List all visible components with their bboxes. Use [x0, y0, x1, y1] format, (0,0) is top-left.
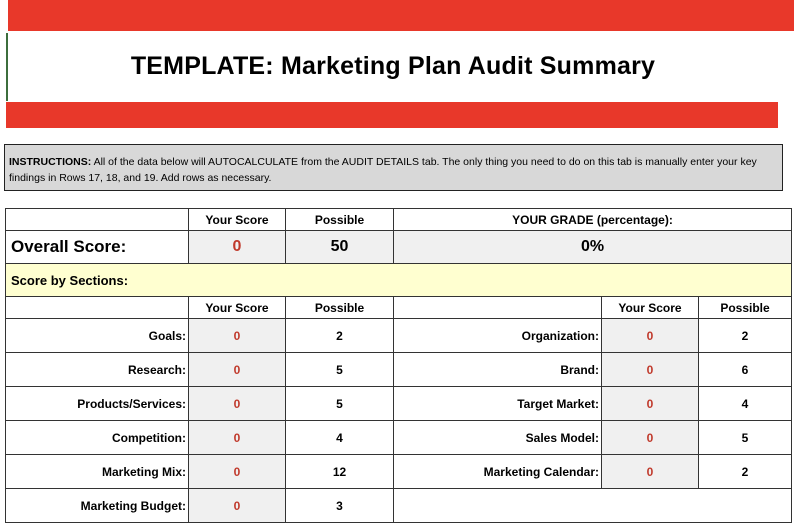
section-label-marketing-calendar[interactable]: Marketing Calendar:: [394, 455, 602, 489]
overall-score-row: [6, 231, 792, 264]
section-possible-products-services[interactable]: 5: [286, 387, 394, 421]
section-label-marketing-mix[interactable]: Marketing Mix:: [6, 455, 189, 489]
section-row: [6, 353, 792, 387]
overall-possible-value[interactable]: 50: [286, 231, 394, 264]
possible-header-right[interactable]: Possible: [699, 297, 792, 319]
section-score-products-services[interactable]: 0: [189, 387, 286, 421]
section-possible-marketing-budget[interactable]: 3: [286, 489, 394, 523]
overall-score-label[interactable]: Overall Score:: [6, 231, 189, 264]
section-row: [6, 319, 792, 353]
section-row: [6, 421, 792, 455]
section-label-research[interactable]: Research:: [6, 353, 189, 387]
section-possible-sales-model[interactable]: 5: [699, 421, 792, 455]
section-possible-organization[interactable]: 2: [699, 319, 792, 353]
top-red-banner: [8, 0, 794, 31]
section-score-marketing-budget[interactable]: 0: [189, 489, 286, 523]
possible-header-left[interactable]: Possible: [286, 297, 394, 319]
section-possible-competition[interactable]: 4: [286, 421, 394, 455]
overall-header-row: [6, 209, 792, 231]
section-possible-goals[interactable]: 2: [286, 319, 394, 353]
instructions-box: [4, 144, 783, 191]
section-possible-target-market[interactable]: 4: [699, 387, 792, 421]
your-score-header-left[interactable]: Your Score: [189, 297, 286, 319]
audit-summary-table: [5, 208, 792, 523]
section-label-marketing-budget[interactable]: Marketing Budget:: [6, 489, 189, 523]
section-score-target-market[interactable]: 0: [602, 387, 699, 421]
blank-cell[interactable]: [394, 489, 792, 523]
section-possible-marketing-calendar[interactable]: 2: [699, 455, 792, 489]
section-score-marketing-calendar[interactable]: 0: [602, 455, 699, 489]
section-row: [6, 489, 792, 523]
sections-column-header-row: [6, 297, 792, 319]
grade-header[interactable]: YOUR GRADE (percentage):: [394, 209, 792, 231]
grade-percentage-value[interactable]: 0%: [394, 231, 792, 264]
overall-score-value[interactable]: 0: [189, 231, 286, 264]
section-score-research[interactable]: 0: [189, 353, 286, 387]
section-score-competition[interactable]: 0: [189, 421, 286, 455]
section-score-marketing-mix[interactable]: 0: [189, 455, 286, 489]
section-label-competition[interactable]: Competition:: [6, 421, 189, 455]
section-possible-brand[interactable]: 6: [699, 353, 792, 387]
blank-cell[interactable]: [394, 297, 602, 319]
section-label-target-market[interactable]: Target Market:: [394, 387, 602, 421]
page-title: TEMPLATE: Marketing Plan Audit Summary: [130, 52, 656, 80]
section-label-goals[interactable]: Goals:: [6, 319, 189, 353]
your-score-header-right[interactable]: Your Score: [602, 297, 699, 319]
section-row: [6, 455, 792, 489]
section-score-goals[interactable]: 0: [189, 319, 286, 353]
title-underline-banner: [6, 102, 778, 128]
your-score-header[interactable]: Your Score: [189, 209, 286, 231]
possible-header[interactable]: Possible: [286, 209, 394, 231]
section-label-brand[interactable]: Brand:: [394, 353, 602, 387]
sections-header-row: [6, 264, 792, 297]
blank-cell[interactable]: [6, 297, 189, 319]
score-by-sections-label[interactable]: Score by Sections:: [6, 264, 792, 297]
section-label-products-services[interactable]: Products/Services:: [6, 387, 189, 421]
section-possible-marketing-mix[interactable]: 12: [286, 455, 394, 489]
section-row: [6, 387, 792, 421]
section-score-brand[interactable]: 0: [602, 353, 699, 387]
instructions-text: All of the data below will AUTOCALCULATE from the AUDIT DETAILS tab. The only thing you need to do on this tab is manually enter your key findings in Rows 17, 18, and 19. Add rows as necessary.: [9, 156, 757, 184]
section-label-organization[interactable]: Organization:: [394, 319, 602, 353]
section-label-sales-model[interactable]: Sales Model:: [394, 421, 602, 455]
blank-cell[interactable]: [6, 209, 189, 231]
instructions-label: INSTRUCTIONS:: [9, 156, 92, 168]
section-score-sales-model[interactable]: 0: [602, 421, 699, 455]
section-score-organization[interactable]: 0: [602, 319, 699, 353]
section-possible-research[interactable]: 5: [286, 353, 394, 387]
